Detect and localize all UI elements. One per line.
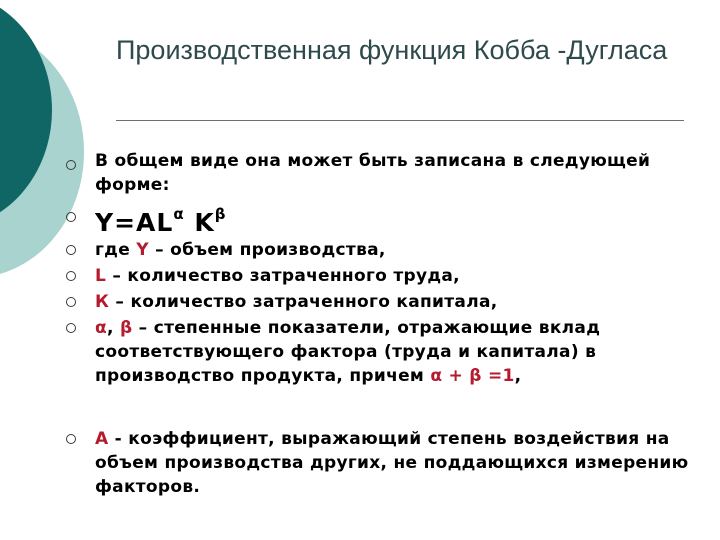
item-ab-sum: α + β =1: [430, 366, 515, 386]
formula-beta: β: [214, 205, 227, 223]
item-a-symbol: А: [95, 429, 109, 449]
intro-text: В общем виде она может быть записана в следующей форме:: [95, 151, 651, 195]
bullet-icon: [66, 160, 76, 170]
item-y: [95, 238, 695, 262]
item-k: [95, 290, 695, 314]
formula-alpha: α: [173, 205, 185, 223]
item-l-text: – количество затраченного труда,: [106, 266, 460, 286]
bullet-icon: [66, 434, 76, 444]
item-ab-comma: ,: [106, 318, 120, 338]
title-divider: [116, 120, 684, 121]
item-k-text: – количество затраченного капитала,: [109, 292, 498, 312]
formula-base: Y=AL: [95, 208, 174, 237]
item-ab-text: – степенные показатели, отражающие вклад соответствующего фактора (труда и капитала) в производство продукта, причем: [95, 318, 601, 386]
formula-k: K: [194, 208, 215, 237]
item-l-symbol: L: [95, 266, 107, 286]
item-a-text: - коэффициент, выражающий степень воздействия на объем производства других, не поддающихся измерению факторов.: [95, 429, 689, 497]
item-k-symbol: К: [95, 292, 110, 312]
item-a: [95, 427, 695, 499]
bullet-icon: [66, 297, 76, 307]
bullet-icon: [66, 245, 76, 255]
item-ab-alpha: α: [95, 318, 107, 338]
formula: [95, 199, 695, 238]
item-alpha-beta: [95, 316, 695, 388]
item-ab-beta: β: [119, 318, 133, 338]
item-y-prefix: где: [95, 240, 137, 260]
item-y-symbol: Y: [136, 240, 149, 260]
item-ab-tail: ,: [514, 366, 522, 386]
slide-title: Производственная функция Кобба -Дугласа: [116, 35, 668, 65]
decorative-circles: [0, 0, 110, 540]
bullet-icon: [66, 212, 76, 222]
bullet-icon: [66, 271, 76, 281]
item-l: [95, 264, 695, 288]
item-y-text: – объем производства,: [148, 240, 386, 260]
bullet-icon: [66, 323, 76, 333]
